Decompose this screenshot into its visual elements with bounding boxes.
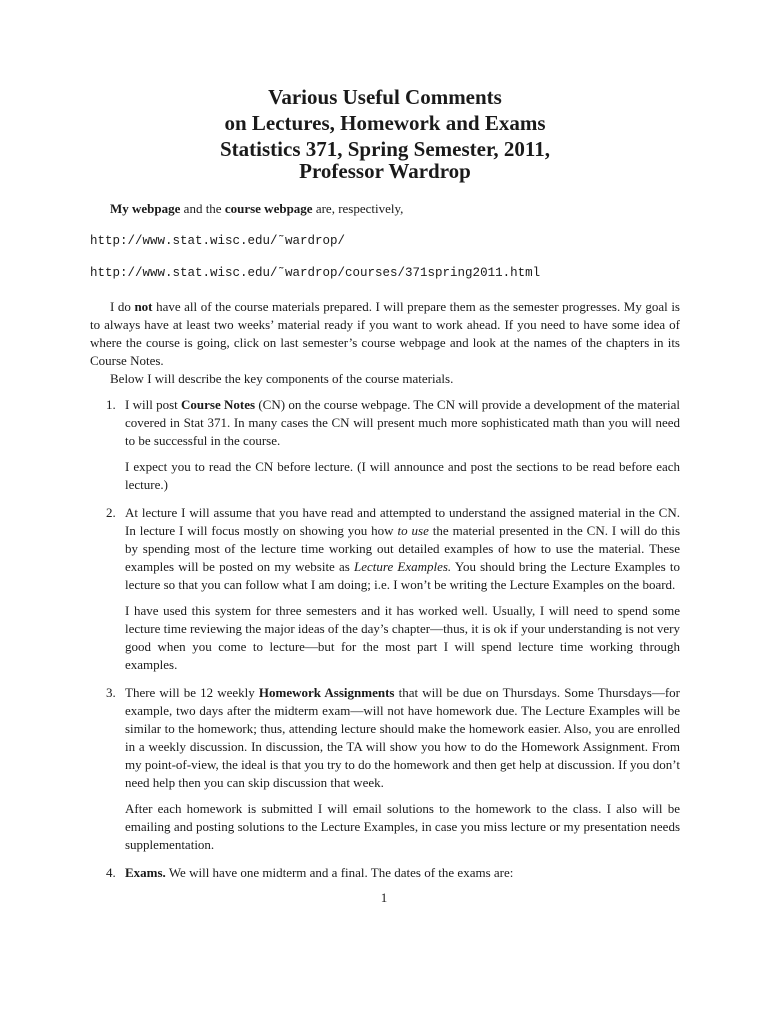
item-number: 1. xyxy=(106,397,116,412)
materials-paragraph xyxy=(90,298,680,370)
item-number: 2. xyxy=(106,505,116,520)
item-text: We will have one midterm and a final. The dates of the exams are: xyxy=(165,865,514,880)
item-text: At lecture I will assume that you have read and attempted to understand the assigned material in the CN. In lecture I will focus mostly on showing you how xyxy=(125,505,680,538)
list-item xyxy=(90,684,680,854)
para1-bold-not: not xyxy=(134,299,153,314)
course-notes-label: Course Notes xyxy=(181,397,256,412)
item-paragraph: I have used this system for three semesters and it has worked well. Usually, I will need to spend some lecture time reviewing the major ideas of the day’s chapter—thus, it is ok if your understanding is not very good when you come to lecture—but for the most part I will spend lecture time working through examples. xyxy=(125,603,680,672)
list-item xyxy=(90,504,680,674)
my-webpage-label: My webpage xyxy=(110,201,181,216)
intro-paragraph xyxy=(90,200,680,218)
item-text: the material presented in the CN. I will do this by spending most of the lecture time working out detailed examples of how to use the material. These examples will be posted on my website as xyxy=(125,523,681,574)
item-paragraph: After each homework is submitted I will email solutions to the homework to the class. I also will be emailing and posting solutions to the Lecture Examples, in case you miss lecture or my presentation needs supplementation. xyxy=(125,801,680,852)
item-paragraph xyxy=(125,396,680,450)
document-page xyxy=(90,0,680,882)
course-components-list xyxy=(90,396,680,882)
list-item xyxy=(90,396,680,494)
list-item xyxy=(90,864,680,882)
item-text: There will be 12 weekly xyxy=(125,685,259,700)
para1-text-a: I do xyxy=(110,299,135,314)
item-paragraph: I expect you to read the CN before lecture. (I will announce and post the sections to be read before each lecture.) xyxy=(125,459,680,492)
emphasis-lecture-examples: Lecture Examples. xyxy=(353,559,452,574)
document-title xyxy=(90,84,680,184)
components-intro: Below I will describe the key components of the course materials. xyxy=(110,371,454,386)
item-paragraph xyxy=(125,504,680,594)
item-text: (CN) on the course webpage. The CN will provide a development of the material covered in Stat 371. In many cases the CN will present much more sophisticated math than you will need to be successful in the course. xyxy=(125,397,680,448)
item-number: 3. xyxy=(106,685,116,700)
title-line-4: Professor Wardrop xyxy=(299,159,471,183)
personal-webpage-url: http://www.stat.wisc.edu/˜wardrop/ xyxy=(90,234,346,248)
exams-label: Exams. xyxy=(125,865,166,880)
intro-text-tail: are, respectively, xyxy=(312,201,404,216)
item-text: I will post xyxy=(125,397,182,412)
page-number: 1 xyxy=(380,890,388,905)
item-text: that will be due on Thursdays. Some Thursdays—for example, two days after the midterm exam—will not have homework due. The Lecture Examples will be similar to the homework; thus, attending lecture should make the homework easier. Also, you are enrolled in a weekly discussion. In discussion, the TA will show you how to do the Homework Assignment. From my point-of-view, the ideal is that you try to do the homework and then get help at discussion. If you don’t need help then you can skip discussion that week. xyxy=(125,685,681,790)
item-paragraph xyxy=(125,864,680,882)
homework-assignments-label: Homework Assignments xyxy=(258,685,395,700)
title-line-1: Various Useful Comments xyxy=(268,85,502,109)
intro-text-mid: and the xyxy=(180,201,225,216)
item-paragraph xyxy=(125,684,680,792)
title-line-2: on Lectures, Homework and Exams xyxy=(224,111,546,135)
para1-text-b: have all of the course materials prepared. I will prepare them as the semester progresses. My goal is to always have at least two weeks’ material ready if you want to work ahead. If you need to have some idea of where the course is going, click on last semester’s course webpage and look at the names of the chapters in its Course Notes. xyxy=(90,299,680,368)
title-line-3: Statistics 371, Spring Semester, 2011, xyxy=(220,137,550,161)
item-number: 4. xyxy=(106,865,116,880)
item-text: You should bring the Lecture Examples to lecture so that you can follow what I am doing; i.e. I won’t be writing the Lecture Examples on the board. xyxy=(125,559,680,592)
course-webpage-url: http://www.stat.wisc.edu/˜wardrop/courses/371spring2011.html xyxy=(90,266,541,280)
emphasis-to-use: to use xyxy=(397,523,429,538)
course-webpage-label: course webpage xyxy=(224,201,313,216)
